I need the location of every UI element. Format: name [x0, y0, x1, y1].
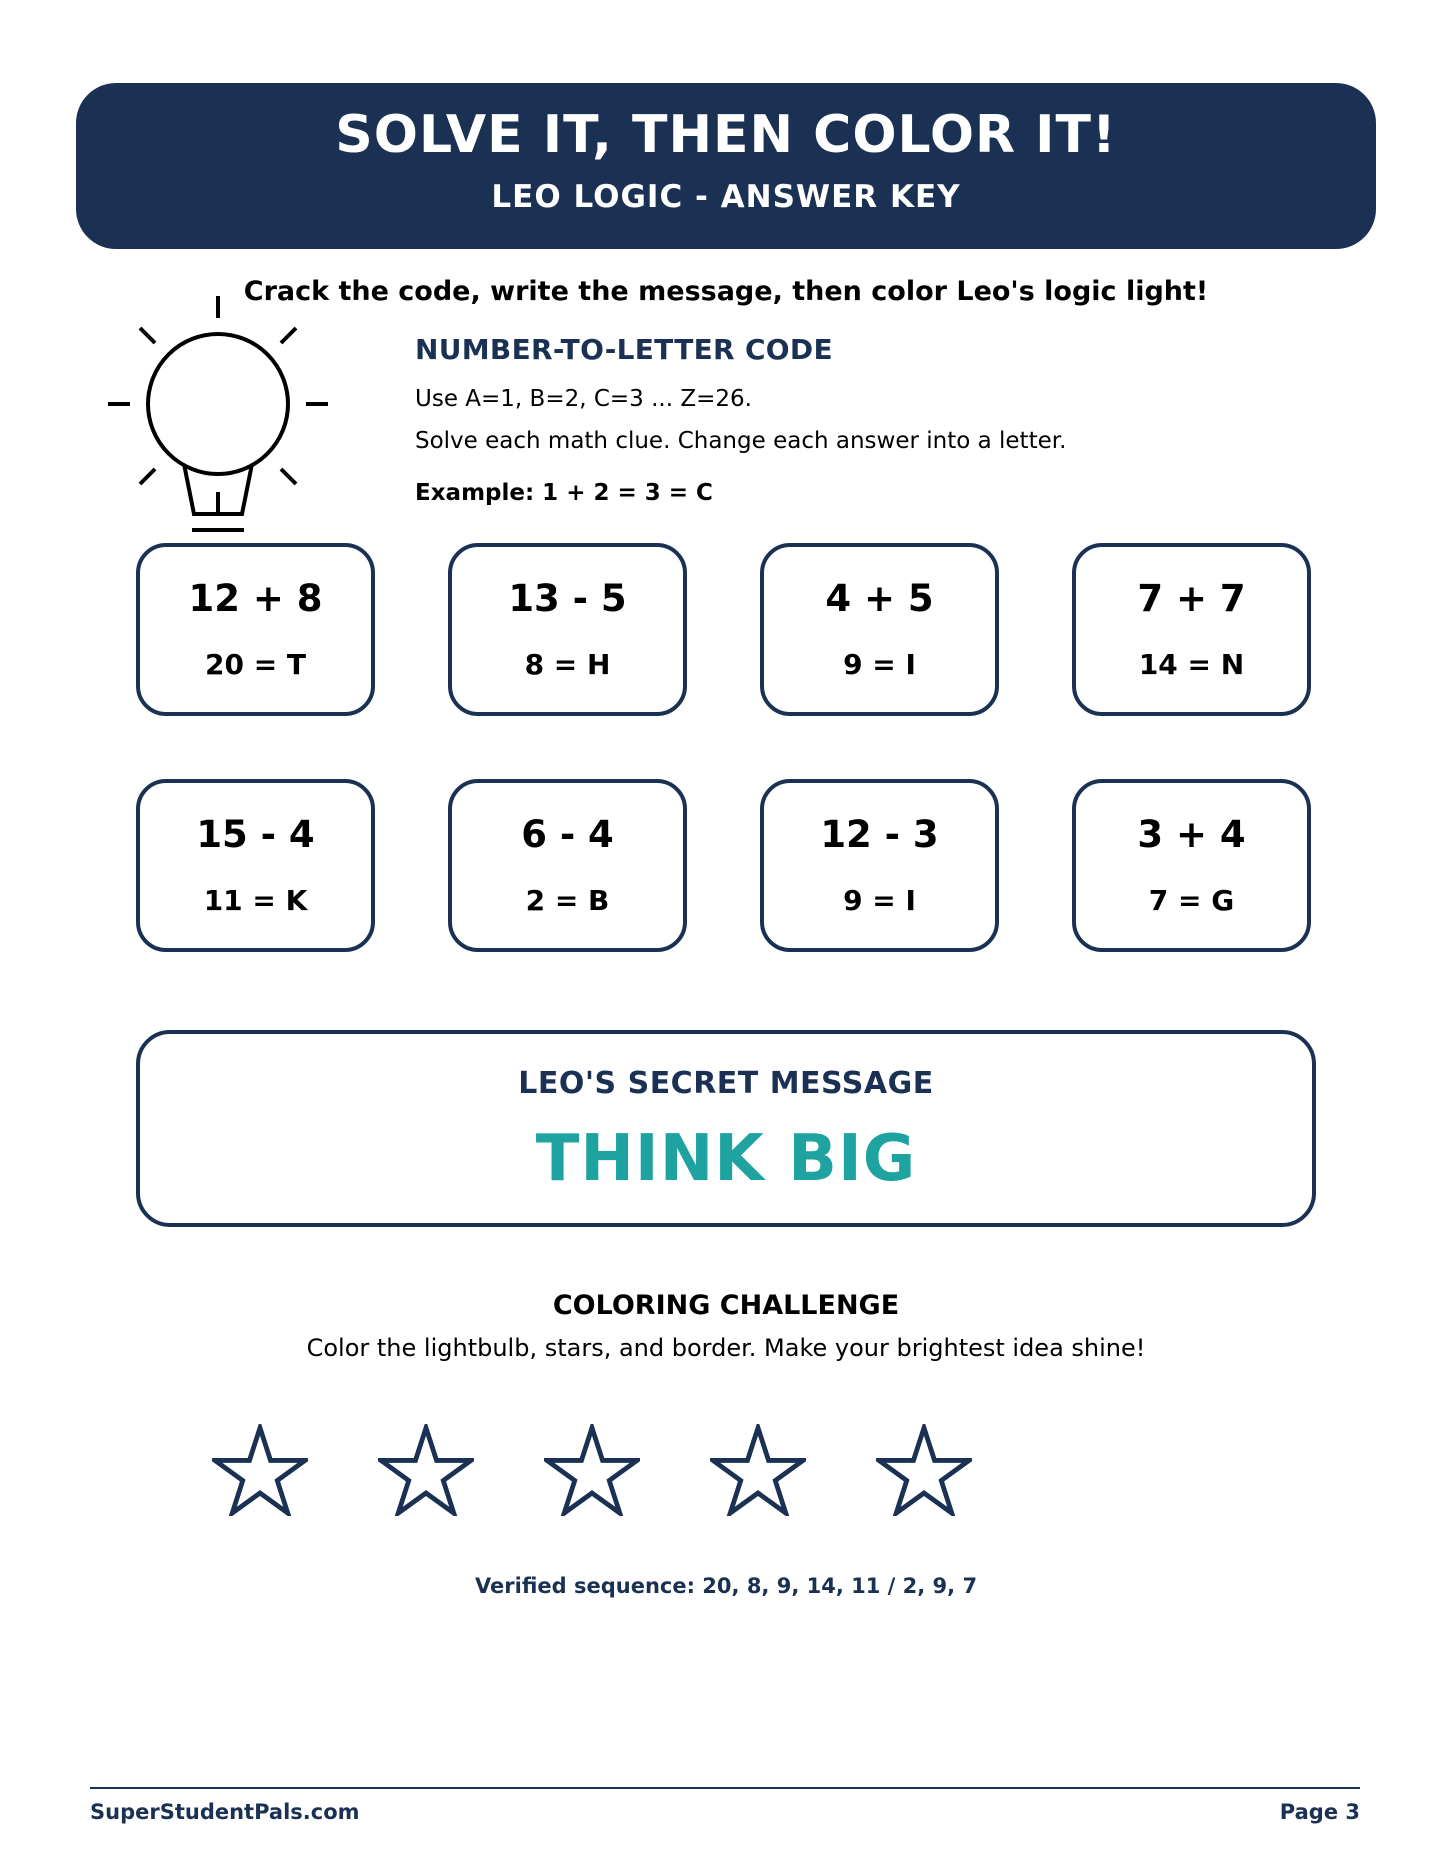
clue-expression: 15 - 4 [196, 813, 315, 856]
instruction-text: Crack the code, write the message, then color Leo's logic light! [243, 276, 1209, 307]
secret-message-label: LEO'S SECRET MESSAGE [518, 1066, 934, 1101]
code-rule-text: Use A=1, B=2, C=3 ... Z=26. [415, 386, 752, 412]
clue-card [136, 543, 375, 716]
code-instruction-text: Solve each math clue. Change each answer into a letter. [415, 428, 1067, 454]
star-icon [710, 1424, 806, 1516]
coloring-text: Color the lightbulb, stars, and border. Make your brightest idea shine! [306, 1334, 1146, 1362]
page-subtitle: LEO LOGIC - ANSWER KEY [491, 179, 961, 215]
star-icon [544, 1424, 640, 1516]
clue-answer: 7 = G [1148, 884, 1235, 917]
star-icon [876, 1424, 972, 1516]
footer-site: SuperStudentPals.com [90, 1800, 360, 1824]
verified-sequence: Verified sequence: 20, 8, 9, 14, 11 / 2, 9, 7 [474, 1574, 978, 1598]
clue-expression: 3 + 4 [1137, 813, 1246, 856]
clue-answer: 20 = T [204, 648, 307, 681]
clue-answer: 2 = B [525, 884, 610, 917]
clue-card [1072, 779, 1311, 952]
page-header [76, 83, 1376, 249]
footer-divider [90, 1787, 1360, 1789]
clue-card [448, 779, 687, 952]
star-icon [212, 1424, 308, 1516]
secret-message-text: THINK BIG [535, 1122, 917, 1196]
clue-answer: 11 = K [203, 884, 308, 917]
page-title: SOLVE IT, THEN COLOR IT! [335, 105, 1117, 165]
star-icon [378, 1424, 474, 1516]
clue-expression: 6 - 4 [521, 813, 614, 856]
code-title: NUMBER-TO-LETTER CODE [415, 333, 833, 366]
clue-card [136, 779, 375, 952]
clue-answer: 8 = H [524, 648, 611, 681]
clue-answer: 9 = I [843, 648, 916, 681]
clue-expression: 12 - 3 [820, 813, 939, 856]
clue-answer: 9 = I [843, 884, 916, 917]
lightbulb-icon [100, 292, 340, 542]
clue-answer: 14 = N [1138, 648, 1245, 681]
code-example: Example: 1 + 2 = 3 = C [415, 480, 713, 506]
clue-expression: 4 + 5 [825, 577, 934, 620]
clue-card [448, 543, 687, 716]
clue-card [760, 779, 999, 952]
clue-card [760, 543, 999, 716]
coloring-title: COLORING CHALLENGE [552, 1290, 900, 1321]
clue-expression: 13 - 5 [508, 577, 627, 620]
footer-page-number: Page 3 [1279, 1800, 1360, 1824]
clue-expression: 7 + 7 [1137, 577, 1246, 620]
secret-message-box [136, 1030, 1316, 1227]
clue-expression: 12 + 8 [188, 577, 323, 620]
clue-card [1072, 543, 1311, 716]
